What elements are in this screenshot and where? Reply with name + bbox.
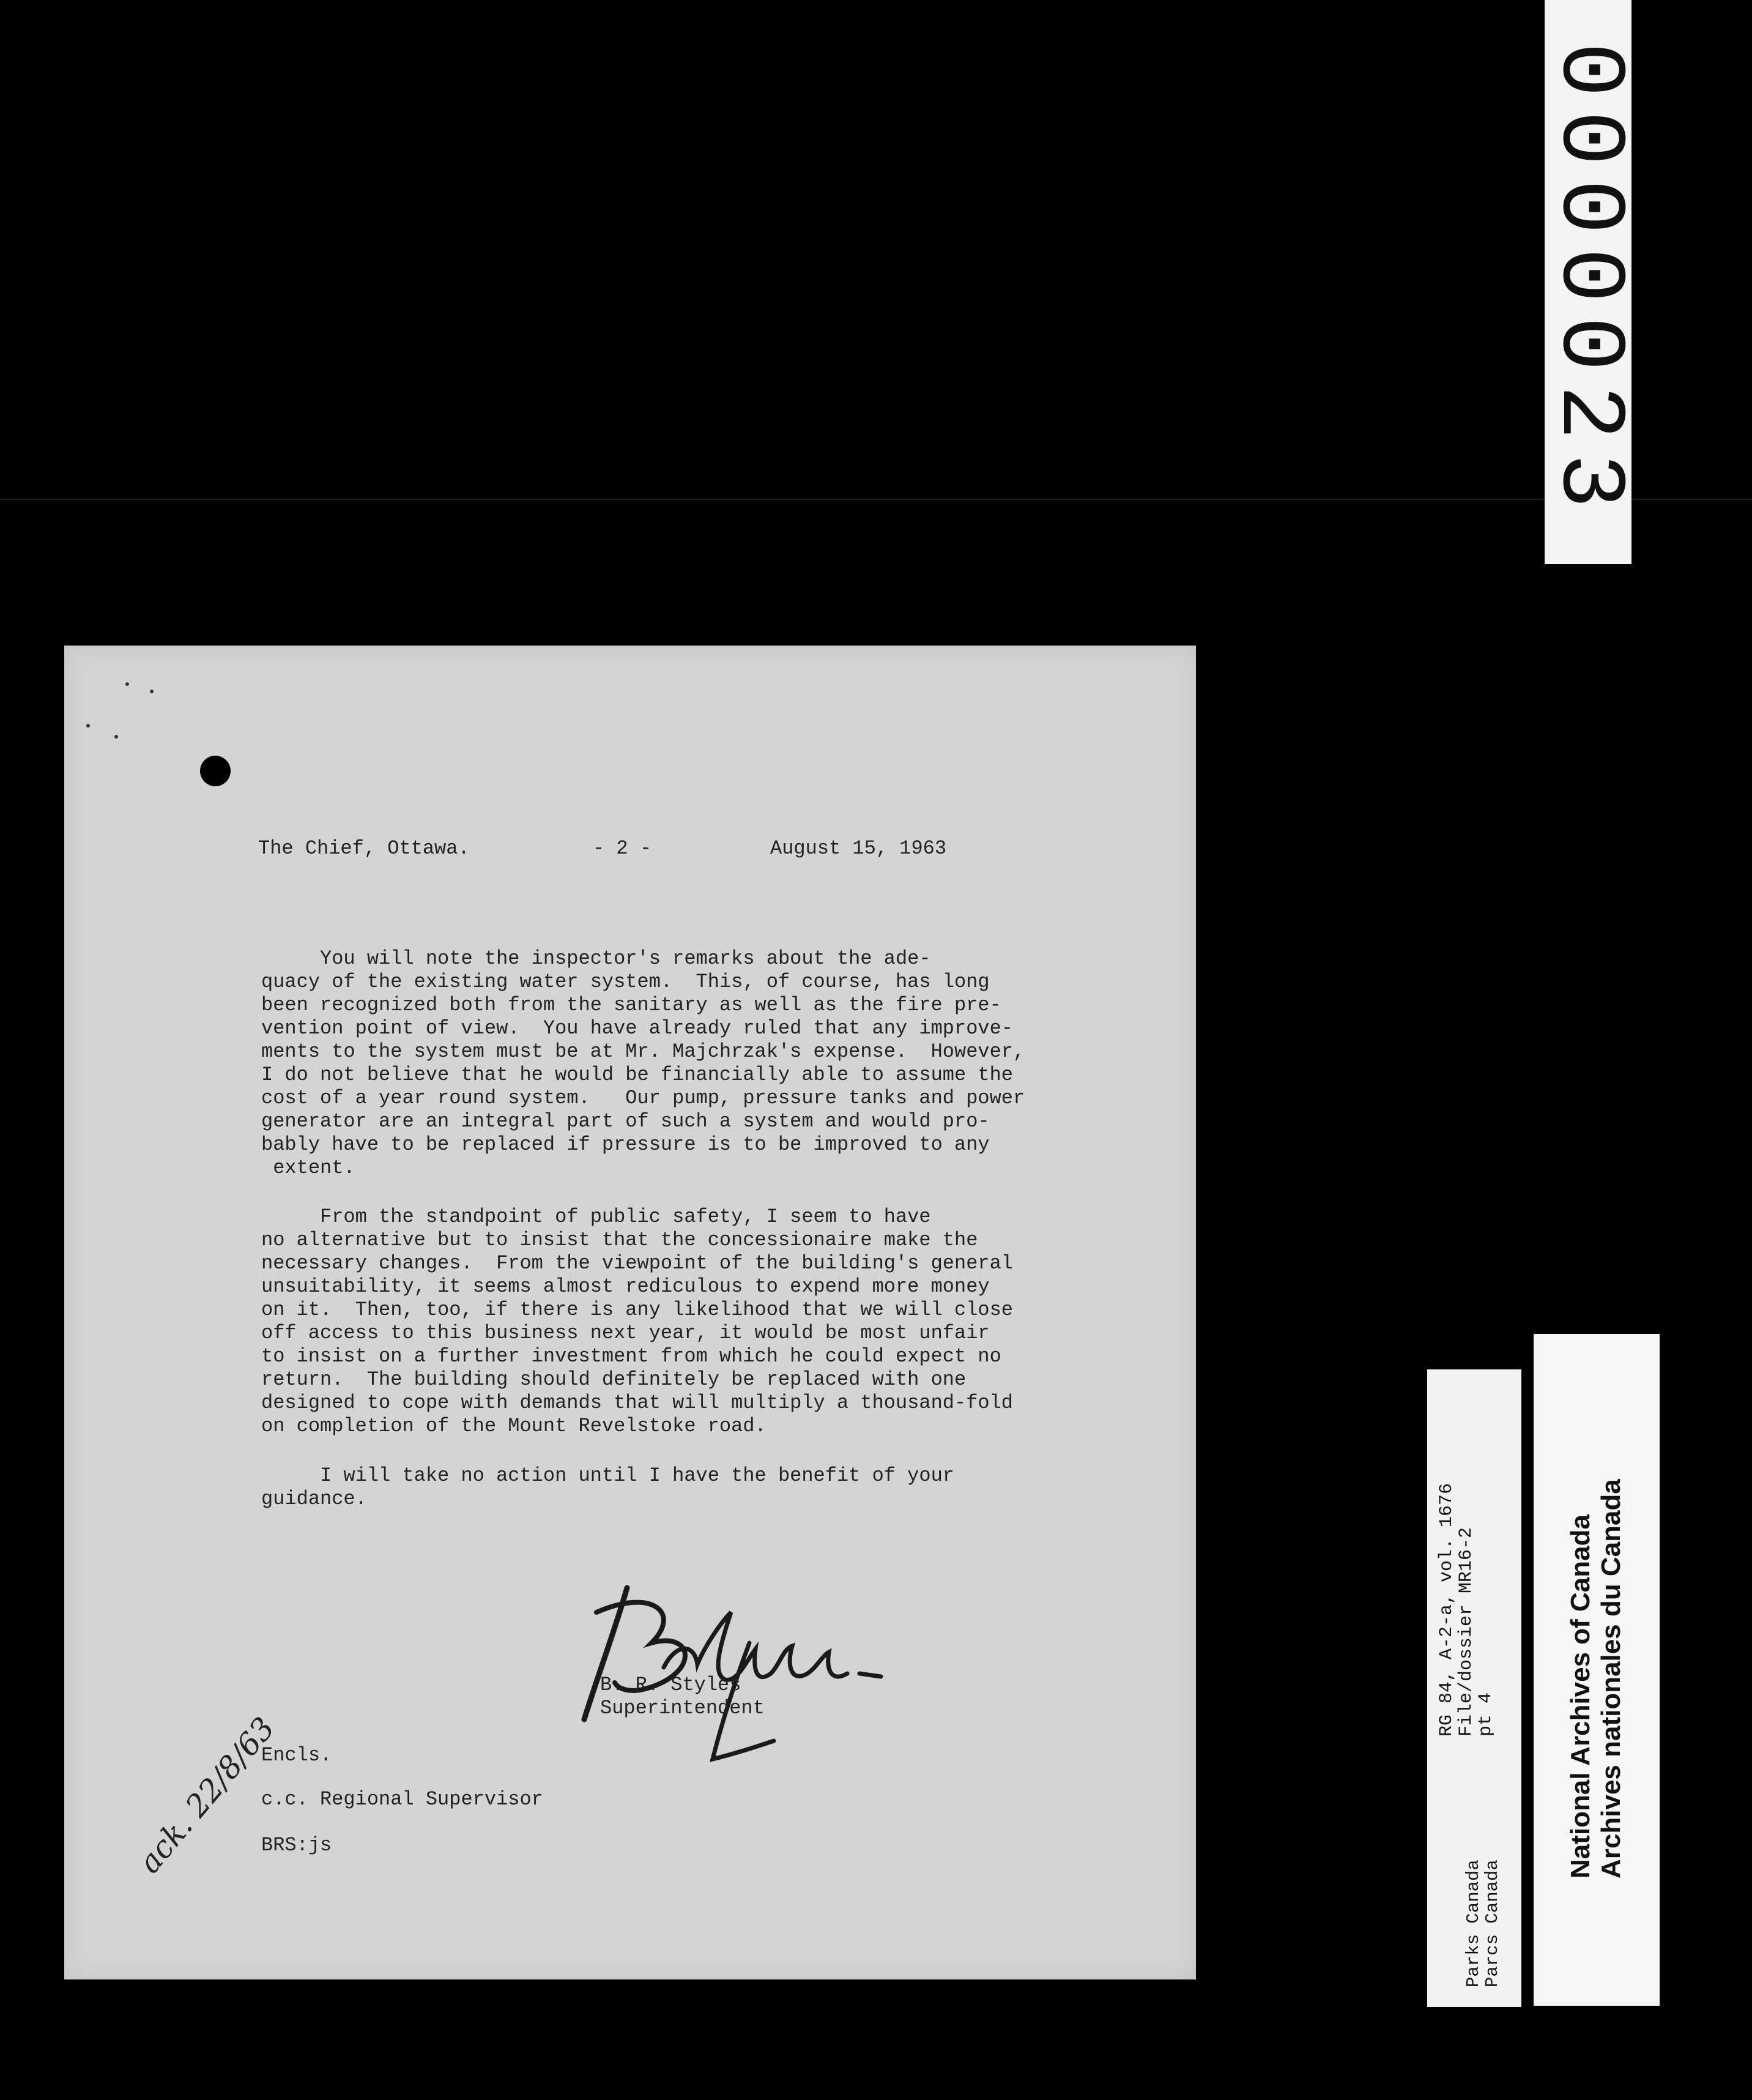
carbon-copy: c.c. Regional Supervisor — [261, 1788, 543, 1811]
paragraph-line: I will take no action until I have the benefit of your — [261, 1464, 954, 1487]
frame-number-strip — [1536, 0, 1640, 564]
paragraph-line: to insist on a further investment from which he could expect no — [261, 1345, 1001, 1368]
frame-number: 0000023 — [1536, 42, 1640, 523]
punch-hole — [200, 756, 231, 786]
signatory-title: Superintendent — [600, 1697, 765, 1719]
paragraph-line: designed to cope with demands that will multiply a thousand-fold — [261, 1391, 1013, 1414]
paragraph-line: no alternative but to insist that the concessionaire make the — [261, 1229, 978, 1251]
paragraph-line: vention point of view. You have already ruled that any improve- — [261, 1017, 1013, 1040]
paper-speck — [125, 682, 129, 686]
paragraph-line: ments to the system must be at Mr. Majchrzak's expense. However, — [261, 1040, 1025, 1063]
signature-block — [600, 1674, 765, 1720]
paragraph-line: bably have to be replaced if pressure is to be improved to any — [261, 1133, 990, 1156]
paragraph-line: been recognized both from the sanitary as well as the fire pre- — [261, 994, 1001, 1016]
typist-initials: BRS:js — [261, 1834, 332, 1856]
signatory-name: B. R. Styles — [600, 1674, 741, 1696]
paragraph-line: off access to this business next year, it would be most unfair — [261, 1322, 990, 1344]
parks-canada-label — [1464, 1860, 1502, 1987]
handwritten-note: ack. 22/8/63 — [132, 1710, 282, 1880]
paragraph-1 — [261, 947, 1025, 1180]
paragraph-line: generator are an integral part of such a system and would pro- — [261, 1110, 990, 1133]
paragraph-line: extent. — [261, 1156, 355, 1179]
paragraph-line: cost of a year round system. Our pump, pressure tanks and power — [261, 1087, 1025, 1109]
addressee: The Chief, Ottawa. — [258, 837, 470, 860]
letter-header — [258, 837, 947, 953]
reference-line-2: File/dossier MR16-2 — [1456, 1527, 1477, 1737]
paragraph-line: I do not believe that he would be financially able to assume the — [261, 1063, 1013, 1086]
paper-speck — [114, 735, 118, 739]
paper-speck — [150, 690, 154, 693]
scan-line — [0, 499, 1752, 500]
enclosures: Encls. — [261, 1744, 332, 1767]
paragraph-line: return. The building should definitely be replaced with one — [261, 1368, 967, 1391]
reference-line-1: RG 84, A-2-a, vol. 1676 — [1436, 1483, 1457, 1737]
national-archives-label — [1534, 1334, 1660, 2006]
paragraph-line: necessary changes. From the viewpoint of the building's general — [261, 1252, 1013, 1275]
archives-line-1: National Archives of Canada — [1565, 1514, 1595, 1878]
paragraph-line: on completion of the Mount Revelstoke road. — [261, 1415, 766, 1437]
paragraph-3 — [261, 1464, 954, 1511]
letter-date: August 15, 1963 — [770, 837, 947, 860]
parks-line-2: Parcs Canada — [1482, 1860, 1502, 1987]
letter-page — [64, 646, 1196, 1979]
paragraph-line: From the standpoint of public safety, I seem to have — [261, 1205, 931, 1228]
page-number: - 2 - — [593, 837, 652, 860]
archive-reference — [1437, 1483, 1496, 1737]
national-archives-text — [1565, 1479, 1627, 1878]
archive-reference-label — [1427, 1369, 1521, 2007]
parks-line-1: Parks Canada — [1463, 1860, 1483, 1987]
paper-speck — [86, 724, 90, 728]
archives-line-2: Archives nationales du Canada — [1596, 1479, 1626, 1878]
paragraph-line: You will note the inspector's remarks about the ade- — [261, 947, 931, 970]
paragraph-line: quacy of the existing water system. This, of course, has long — [261, 970, 990, 993]
paragraph-2 — [261, 1205, 1013, 1438]
paragraph-line: unsuitability, it seems almost rediculous to expend more money — [261, 1275, 990, 1298]
paragraph-line: guidance. — [261, 1488, 367, 1510]
paragraph-line: on it. Then, too, if there is any likelihood that we will close — [261, 1298, 1013, 1321]
reference-line-3: pt 4 — [1475, 1692, 1496, 1737]
